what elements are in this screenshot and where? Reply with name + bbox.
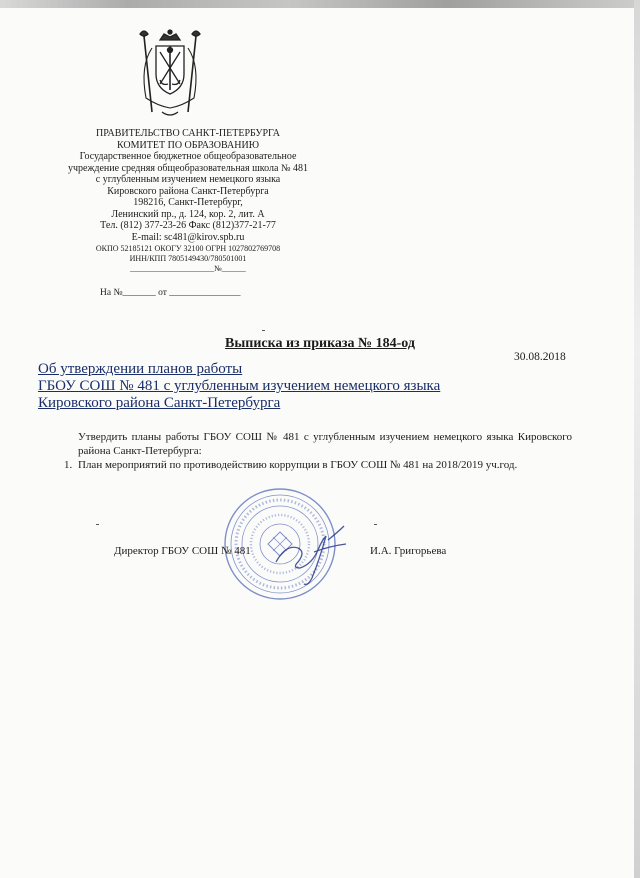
org-line-2: учреждение средняя общеобразовательная школа № 481 <box>68 162 308 174</box>
organization-codes <box>40 244 336 274</box>
email-line: E-mail: sc481@kirov.spb.ru <box>131 231 245 243</box>
scan-top-edge <box>0 0 640 8</box>
scan-right-edge <box>634 0 640 878</box>
organization-header <box>40 128 336 197</box>
codes-line-2: ИНН/КПП 7805149430/780501001 <box>129 254 247 263</box>
document-date: 30.08.2018 <box>514 351 566 363</box>
subject-line-2: ГБОУ СОШ № 481 с углубленным изучением немецкого языка <box>38 378 441 394</box>
signatory-position: Директор ГБОУ СОШ № 481 <box>114 545 251 557</box>
list-item-number: 1. <box>64 459 73 471</box>
order-body: Утвердить планы работы ГБОУ СОШ № 481 с углубленным изучением немецкого языка Кировского района Санкт-Петербурга: <box>78 431 572 457</box>
subject-line-3: Кировского района Санкт-Петербурга <box>38 395 281 411</box>
phone-line: Тел. (812) 377-23-26 Факс (812)377-21-77 <box>100 220 276 231</box>
outgoing-number-line: _____________________№______ <box>130 264 246 273</box>
list-item-text: План мероприятий по противодействию коррупции в ГБОУ СОШ № 481 на 2018/2019 уч.год. <box>78 459 518 471</box>
list-item <box>64 458 572 472</box>
signatory-name: И.А. Григорьева <box>370 545 447 557</box>
committee-name: КОМИТЕТ ПО ОБРАЗОВАНИЮ <box>117 139 259 151</box>
scan-speck <box>262 330 265 331</box>
reference-line: На №_______ от _______________ <box>100 288 241 298</box>
address-line-1: 198216, Санкт-Петербург, <box>133 197 243 208</box>
codes-line-1: ОКПО 52185121 ОКОГУ 32100 ОГРН 1027802769708 <box>95 244 281 253</box>
org-line-1: Государственное бюджетное общеобразовательное <box>79 151 297 162</box>
document-subject <box>38 361 440 412</box>
document-title: Выписка из приказа № 184-од <box>225 336 415 351</box>
government-name: ПРАВИТЕЛЬСТВО САНКТ-ПЕТЕРБУРГА <box>96 128 280 139</box>
coat-of-arms-icon <box>122 26 218 122</box>
organization-contacts <box>40 197 336 243</box>
subject-line-1: Об утверждении планов работы <box>38 361 243 377</box>
org-line-4: Кировского района Санкт-Петербурга <box>107 185 269 197</box>
org-line-3: с углубленным изучением немецкого языка <box>95 174 281 185</box>
address-line-2: Ленинский пр., д. 124, кор. 2, лит. А <box>111 208 265 220</box>
scan-speck <box>96 524 99 525</box>
signature-icon <box>268 518 358 588</box>
scan-speck <box>374 524 377 525</box>
